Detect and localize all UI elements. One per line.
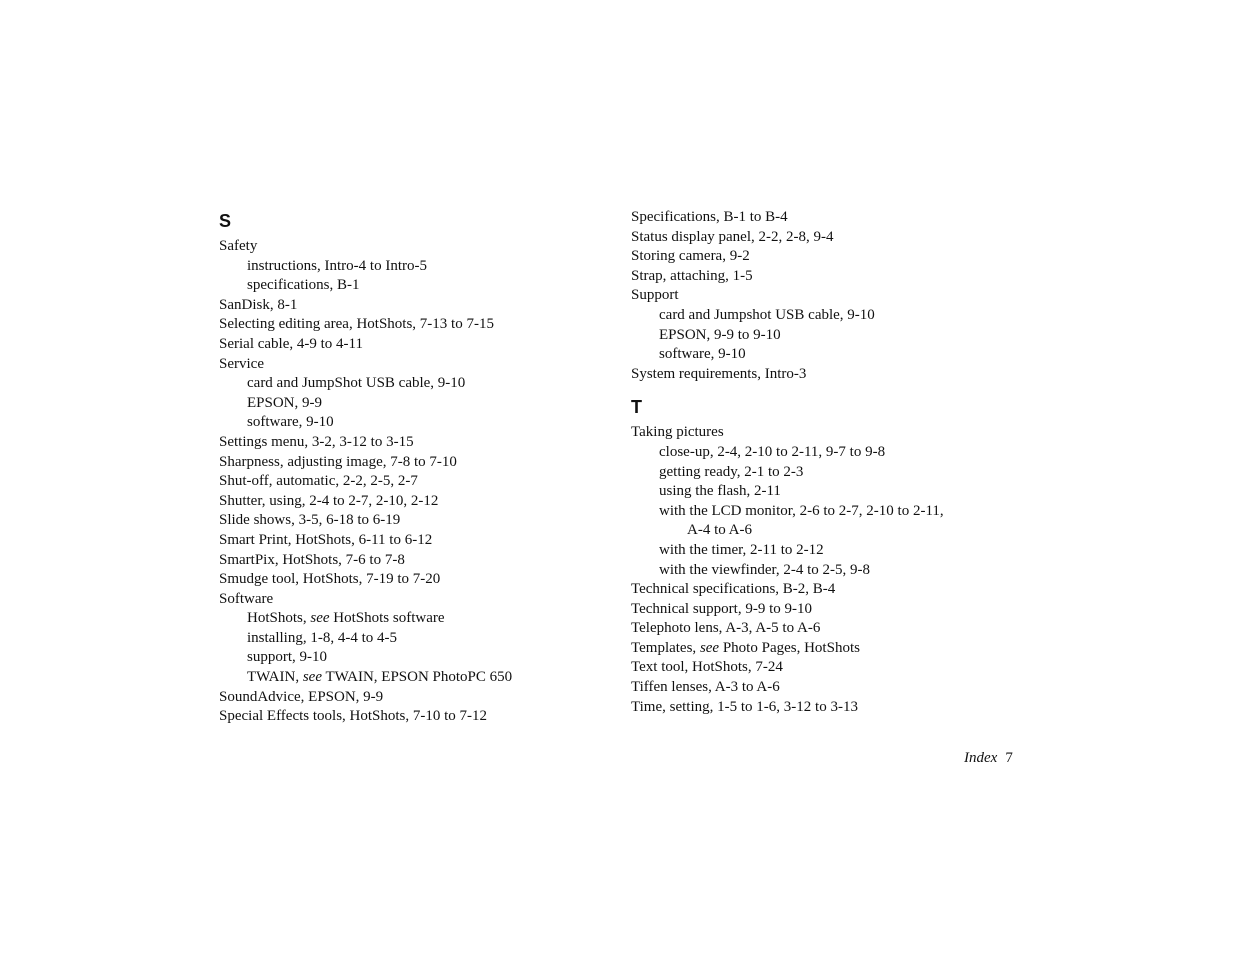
page-number: 7 [1005,750,1013,766]
index-entry: Serial cable, 4-9 to 4-11 [219,335,363,352]
index-subentry: software, 9-10 [247,414,334,431]
index-subentry: software, 9-10 [659,346,746,363]
index-continuation: A-4 to A-6 [687,522,752,539]
index-column-right [631,208,1031,717]
index-entry: Strap, attaching, 1-5 [631,267,753,284]
index-entry: Safety [219,238,258,254]
index-entry: SanDisk, 8-1 [219,296,298,313]
index-subentry: getting ready, 2-1 to 2-3 [659,463,804,480]
index-subentry: specifications, B-1 [247,277,360,294]
index-entry: Technical specifications, B-2, B-4 [631,581,836,598]
index-subentry: with the viewfinder, 2-4 to 2-5, 9-8 [659,561,871,578]
index-entry: SoundAdvice, EPSON, 9-9 [219,688,384,705]
index-entry: Shutter, using, 2-4 to 2-7, 2-10, 2-12 [219,492,439,509]
index-subentry [219,668,619,688]
index-entry: Technical support, 9-9 to 9-10 [631,600,812,617]
section-letter: T [631,397,642,418]
index-subentry [219,609,619,629]
section-letter: S [219,211,232,231]
index-entry: System requirements, Intro-3 [631,365,807,382]
entry-text: Photo Pages, HotShots [719,639,860,656]
index-subentry: using the flash, 2-11 [659,483,781,500]
index-entry: Time, setting, 1-5 to 1-6, 3-12 to 3-13 [631,698,858,715]
index-entry: Specifications, B-1 to B-4 [631,209,788,225]
index-subentry: EPSON, 9-9 to 9-10 [659,326,781,343]
index-entry: Shut-off, automatic, 2-2, 2-5, 2-7 [219,473,418,490]
index-entry: Status display panel, 2-2, 2-8, 9-4 [631,228,834,245]
index-entry: SmartPix, HotShots, 7-6 to 7-8 [219,551,405,568]
entry-text: TWAIN, EPSON PhotoPC 650 [321,669,513,686]
entry-text: TWAIN, [247,669,303,686]
entry-text: HotShots software [329,610,445,627]
section-gap [631,384,1031,394]
index-subentry: card and JumpShot USB cable, 9-10 [247,375,466,392]
index-subentry: with the timer, 2-11 to 2-12 [659,541,824,558]
index-subentry: support, 9-10 [247,649,327,666]
index-entry: Software [219,590,274,607]
index-entry: Storing camera, 9-2 [631,248,750,265]
entry-text: Templates, [631,639,700,656]
index-entry: Slide shows, 3-5, 6-18 to 6-19 [219,512,401,529]
index-subentry: instructions, Intro-4 to Intro-5 [247,257,427,274]
see-reference: see [699,639,720,656]
index-subentry: close-up, 2-4, 2-10 to 2-11, 9-7 to 9-8 [659,443,886,460]
index-subentry: installing, 1-8, 4-4 to 4-5 [247,629,397,646]
index-column-left [219,208,619,727]
index-entry: Sharpness, adjusting image, 7-8 to 7-10 [219,453,457,470]
index-entry: Telephoto lens, A-3, A-5 to A-6 [631,620,821,637]
footer-label: Index [964,750,998,766]
entry-text: HotShots, [247,610,311,627]
index-entry: Smudge tool, HotShots, 7-19 to 7-20 [219,571,441,588]
index-entry: Special Effects tools, HotShots, 7-10 to 7-12 [219,708,488,725]
index-subentry: with the LCD monitor, 2-6 to 2-7, 2-10 to 2-11, [659,502,944,519]
index-subentry: card and Jumpshot USB cable, 9-10 [659,306,875,323]
index-entry: Smart Print, HotShots, 6-11 to 6-12 [219,531,433,548]
index-entry: Tiffen lenses, A-3 to A-6 [631,679,780,696]
index-entry [631,639,1031,659]
index-subentry: EPSON, 9-9 [247,394,323,411]
see-reference: see [310,610,330,627]
index-entry: Support [631,287,679,304]
index-entry: Settings menu, 3-2, 3-12 to 3-15 [219,433,414,450]
index-entry: Service [219,355,264,372]
index-entry: Taking pictures [631,424,724,441]
see-reference: see [302,669,322,686]
page-footer [964,750,1013,767]
index-entry: Text tool, HotShots, 7-24 [631,659,783,676]
index-entry: Selecting editing area, HotShots, 7-13 to 7-15 [219,316,494,333]
